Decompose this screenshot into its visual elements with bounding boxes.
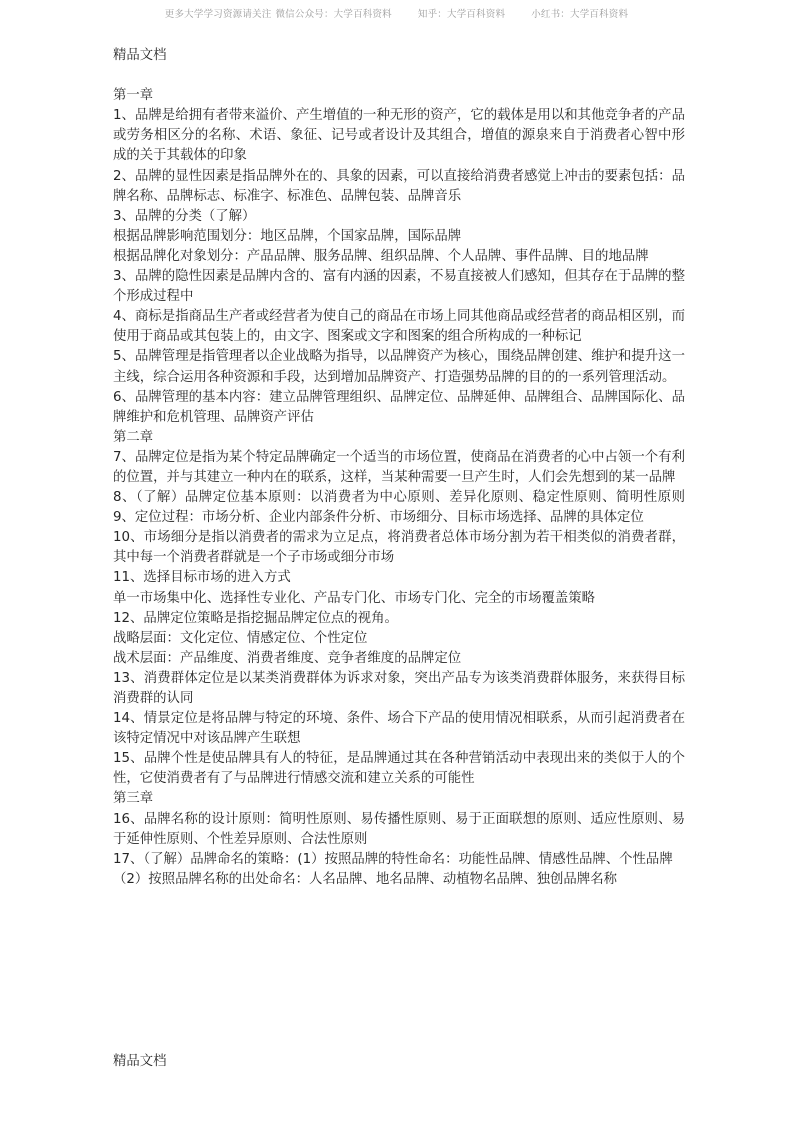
document-paragraph: 战略层面：文化定位、情感定位、个性定位: [113, 630, 368, 646]
header-wechat-label: 微信公众号：大学百科资料: [275, 9, 392, 20]
document-paragraph: 10、市场细分是指以消费者的需求为立足点，将消费者总体市场分割为若干相类似的消费者群，其中每一个消费者群就是一个子市场或细分市场: [113, 530, 685, 566]
header-promo-text: 更多大学学习资源请关注: [164, 9, 272, 20]
document-paragraph: 5、品牌管理是指管理者以企业战略为指导，以品牌资产为核心，围绕品牌创建、维护和提升这一主线，综合运用各种资源和手段，达到增加品牌资产、打造强势品牌的目的的一系列管理活动。: [113, 349, 685, 385]
document-footer-mark: 精品文档: [113, 1054, 167, 1069]
document-paragraph: 第二章: [113, 429, 154, 445]
body-spacer: [113, 66, 685, 86]
document-paragraph: 11、选择目标市场的进入方式: [113, 570, 291, 586]
watermark-header: [0, 8, 793, 21]
document-paragraph: 单一市场集中化、选择性专业化、产品专门化、市场专门化、完全的市场覆盖策略: [113, 590, 596, 606]
document-paragraph: （2）按照品牌名称的出处命名：人名品牌、地名品牌、动植物名品牌、独创品牌名称: [113, 871, 617, 887]
document-paragraph: 3、品牌的隐性因素是品牌内含的、富有内涵的因素，不易直接被人们感知，但其存在于品牌的整个形成过程中: [113, 269, 685, 305]
document-paragraph: 根据品牌影响范围划分：地区品牌，个国家品牌，国际品牌: [113, 228, 462, 244]
header-zhihu-label: 知乎：大学百科资料: [417, 9, 506, 20]
document-paragraph: 4、商标是指商品生产者或经营者为使自己的商品在市场上同其他商品或经营者的商品相区别，而使用于商品或其包装上的，由文字、图案或文字和图案的组合所构成的一种标记: [113, 309, 685, 345]
header-xiaohongshu-label: 小红书：大学百科资料: [531, 9, 629, 20]
document-paragraph: 根据品牌化对象划分：产品品牌、服务品牌、组织品牌、个人品牌、事件品牌、目的地品牌: [113, 248, 649, 264]
paragraph-list: [113, 86, 685, 890]
document-paragraph: 8、（了解）品牌定位基本原则：以消费者为中心原则、差异化原则、稳定性原则、简明性原则 9、定位过程：市场分析、企业内部条件分析、市场细分、目标市场选择、品牌的具体定位: [113, 490, 685, 526]
document-paragraph: 14、情景定位是将品牌与特定的环境、条件、场合下产品的使用情况相联系，从而引起消费者在该特定情况中对该品牌产生联想: [113, 711, 685, 747]
document-paragraph: 16、品牌名称的设计原则：简明性原则、易传播性原则、易于正面联想的原则、适应性原则、易于延伸性原则、个性差异原则、合法性原则: [113, 811, 685, 847]
document-paragraph: 15、品牌个性是使品牌具有人的特征，是品牌通过其在各种营销活动中表现出来的类似于人的个性，它使消费者有了与品牌进行情感交流和建立关系的可能性: [113, 751, 685, 787]
document-content: [113, 46, 685, 890]
document-paragraph: 17、（了解）品牌命名的策略：(1）按照品牌的特性命名：功能性品牌、情感性品牌、个性品牌: [113, 851, 673, 867]
document-paragraph: 战术层面：产品维度、消费者维度、竞争者维度的品牌定位: [113, 650, 462, 666]
document-paragraph: 13、消费群体定位是以某类消费群体为诉求对象，突出产品专为该类消费群体服务，来获得目标消费群的认同: [113, 670, 685, 706]
document-paragraph: 3、品牌的分类（了解）: [113, 208, 256, 224]
document-paragraph: 2、品牌的显性因素是指品牌外在的、具象的因素，可以直接给消费者感觉上冲击的要素包括：品牌名称、品牌标志、标准字、标准色、品牌包装、品牌音乐: [113, 168, 685, 204]
document-paragraph: 1、品牌是给拥有者带来溢价、产生增值的一种无形的资产，它的载体是用以和其他竞争者的产品或劳务相区分的名称、术语、象征、记号或者设计及其组合，增值的源泉来自于消费者心智中形成的关于其载体的印象: [113, 108, 685, 164]
document-paragraph: 第三章: [113, 791, 154, 807]
document-paragraph: 12、品牌定位策略是指挖掘品牌定位点的视角。: [113, 610, 398, 626]
document-paragraph: 7、品牌定位是指为某个特定品牌确定一个适当的市场位置，使商品在消费者的心中占领一个有利的位置，并与其建立一种内在的联系，这样，当某种需要一旦产生时，人们会先想到的某一品牌: [113, 449, 685, 485]
document-paragraph: 6、品牌管理的基本内容：建立品牌管理组织、品牌定位、品牌延伸、品牌组合、品牌国际化、品牌维护和危机管理、品牌资产评估: [113, 389, 685, 425]
document-paragraph: 第一章: [113, 88, 154, 104]
document-top-mark: 精品文档: [113, 48, 167, 63]
